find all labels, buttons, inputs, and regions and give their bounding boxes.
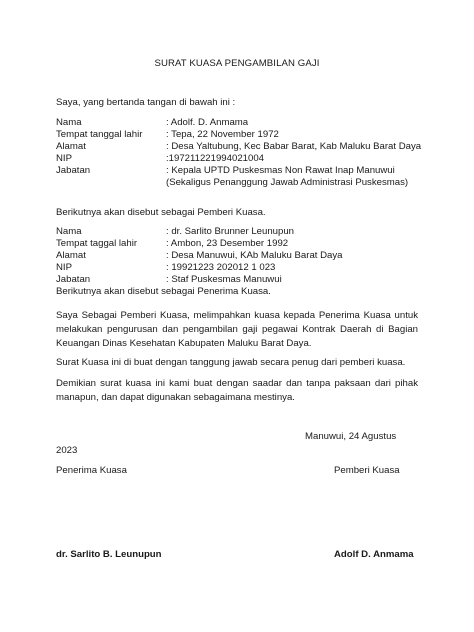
field-value: : dr. Sarlito Brunner Leunupun — [166, 226, 295, 237]
field-label: Jabatan — [56, 165, 91, 176]
field-value: : Kepala UPTD Puskesmas Non Rawat Inap Manuwui — [166, 165, 395, 176]
field-label: NIP — [56, 262, 72, 273]
field-label: Jabatan — [56, 274, 91, 285]
grantee-note: Berikutnya akan disebut sebagai Penerima Kuasa. — [56, 286, 271, 297]
field-value: : Desa Yaltubung, Kec Babar Barat, Kab Maluku Barat Daya — [166, 141, 422, 152]
field-label: NIP — [56, 153, 72, 164]
field-value: : Tepa, 22 November 1972 — [166, 129, 279, 140]
field-value: : Staf Puskesmas Manuwui — [166, 274, 282, 285]
field-value: (Sekaligus Penanggung Jawab Administrasi Puskesmas) — [166, 177, 409, 188]
field-label: Tempat taggal lahir — [56, 238, 138, 249]
body-paragraph-delegation: Saya Sebagai Pemberi Kuasa, melimpahkan kuasa kepada Penerima Kuasa untuk melakukan pengurusan dan pengambilan gaji pegawai Kontrak Daerah di Bagian Keuangan Dinas Kesehatan Kabupaten Maluku Barat Daya. — [56, 310, 418, 349]
letter-date-year: 2023 — [56, 445, 78, 456]
body-paragraph-responsibility: Surat Kuasa ini di buat dengan tanggung jawab secara penug dari pemberi kuasa. — [56, 357, 406, 368]
field-label: Tempat tanggal lahir — [56, 129, 143, 140]
grantor-note: Berikutnya akan disebut sebagai Pemberi Kuasa. — [56, 207, 266, 218]
letter-title: SURAT KUASA PENGAMBILAN GAJI — [154, 58, 320, 69]
field-label: Alamat — [56, 141, 86, 152]
field-label: Nama — [56, 117, 82, 128]
signature-role-grantor: Pemberi Kuasa — [334, 465, 400, 476]
signature-name-grantee: dr. Sarlito B. Leunupun — [56, 549, 162, 560]
signature-name-grantor: Adolf D. Anmama — [334, 549, 414, 560]
letter-date: Manuwui, 24 Agustus — [305, 431, 397, 442]
signature-role-grantee: Penerima Kuasa — [56, 465, 127, 476]
field-value: :197211221994021004 — [166, 153, 264, 164]
field-value: : Adolf. D. Anmama — [166, 117, 249, 128]
field-label: Alamat — [56, 250, 86, 261]
field-label: Nama — [56, 226, 82, 237]
body-paragraph-closing: Demikian surat kuasa ini kami buat dengan saadar dan tanpa paksaan dari pihak manapun, dan dapat digunakan sebagaimana mestinya. — [56, 378, 418, 403]
field-value: : Ambon, 23 Desember 1992 — [166, 238, 289, 249]
field-value: : 19921223 202012 1 023 — [166, 262, 276, 273]
field-value: : Desa Manuwui, KAb Maluku Barat Daya — [166, 250, 343, 261]
intro-text: Saya, yang bertanda tangan di bawah ini : — [56, 97, 236, 108]
